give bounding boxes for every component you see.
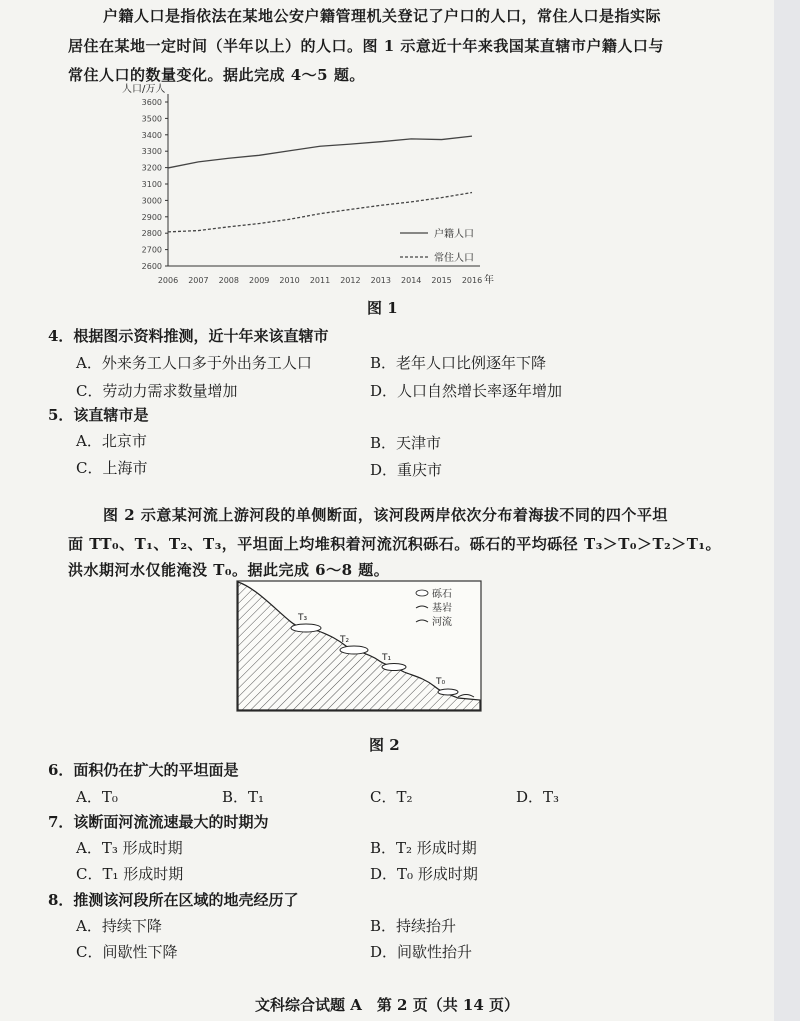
intro2-line2-mid: ，平坦面上均堆积着河流沉积砾石。砾石的平均砾径 T — [221, 535, 596, 553]
intro2-terraces: T₀、T₁、T₂、T₃ — [100, 535, 222, 553]
label-t2: T₂ — [340, 635, 350, 645]
y-tick-label: 2700 — [141, 245, 162, 255]
terrace-t0-gravel — [438, 689, 458, 695]
x-tick-label: 2014 — [401, 276, 422, 285]
y-tick-label: 3200 — [141, 163, 162, 173]
x-tick-label: 2015 — [431, 276, 452, 285]
y-tick-label: 3100 — [141, 180, 162, 189]
q8-option-c[interactable]: C．间歇性下降 — [76, 943, 178, 961]
q8-option-b[interactable]: B．持续抬升 — [370, 917, 457, 935]
y-axis-title: 人口/万人 — [122, 84, 166, 95]
chart-series — [168, 136, 472, 232]
q8-stem: 8．推测该河段所在区域的地壳经历了 — [48, 891, 299, 909]
intro1-line2: 居住在某地一定时间（半年以上）的人口。图 1 示意近十年来我国某直辖市户籍人口与 — [68, 37, 664, 55]
legend-label-1: 常住人口 — [434, 253, 474, 264]
q5-option-c[interactable]: C．上海市 — [76, 459, 148, 477]
x-tick-labels — [158, 276, 482, 285]
q7-option-a[interactable]: A．T₃ 形成时期 — [76, 839, 183, 857]
q4-stem: 4．根据图示资料推测，近十年来该直辖市 — [48, 327, 329, 345]
q4-option-a[interactable]: A．外来务工人口多于外出务工人口 — [76, 354, 312, 372]
y-tick-label: 3400 — [141, 130, 162, 140]
q6-option-d[interactable]: D．T₃ — [516, 788, 560, 806]
y-tick-label: 3300 — [141, 147, 162, 157]
page-footer: 文科综合试题 A 第 2 页（共 14 页） — [254, 996, 520, 1014]
intro2-order: ₃＞T₀＞T₂＞T₁。 — [595, 535, 721, 553]
figure2-caption: 图 2 — [369, 736, 400, 754]
chart-legend — [400, 227, 474, 264]
terrace-t1-gravel — [382, 664, 406, 671]
q4-option-d[interactable]: D．人口自然增长率逐年增加 — [370, 382, 563, 400]
series-line-1 — [168, 193, 472, 232]
x-tick-label: 2006 — [157, 276, 179, 285]
q4-option-b[interactable]: B．老年人口比例逐年下降 — [370, 354, 547, 372]
intro1-line3: 常住人口的数量变化。据此完成 4～5 题。 — [68, 66, 365, 84]
y-tick-label: 3000 — [141, 196, 162, 206]
y-tick-label: 2800 — [141, 229, 162, 239]
legend-gravel: 砾石 — [432, 589, 452, 600]
intro2-line2-pre: 面 T — [68, 535, 101, 553]
y-tick-label: 3600 — [141, 98, 162, 107]
right-margin-strip — [774, 0, 800, 1021]
q8-option-d[interactable]: D．间歇性抬升 — [370, 943, 473, 961]
series-line-0 — [168, 136, 472, 168]
q4-option-c[interactable]: C．劳动力需求数量增加 — [76, 382, 238, 400]
q6-option-c[interactable]: C．T₂ — [370, 788, 413, 806]
figure1-line-chart — [110, 80, 510, 295]
y-tick-label: 2600 — [141, 262, 162, 271]
q5-option-a[interactable]: A．北京市 — [76, 432, 147, 450]
q6-stem: 6．面积仍在扩大的平坦面是 — [48, 761, 239, 779]
terrace-t3-gravel — [291, 624, 321, 632]
x-tick-label: 2007 — [188, 276, 209, 285]
legend-river: 河流 — [432, 617, 452, 628]
q5-stem: 5．该直辖市是 — [48, 406, 149, 424]
label-t0: T₀ — [436, 677, 446, 687]
q6-option-b[interactable]: B．T₁ — [222, 788, 265, 806]
x-tick-label: 2011 — [309, 276, 331, 285]
q7-option-b[interactable]: B．T₂ 形成时期 — [370, 839, 477, 857]
q6-option-a[interactable]: A．T₀ — [76, 788, 118, 806]
x-tick-label: 2013 — [370, 276, 391, 285]
intro1-line1: 户籍人口是指依法在某地公安户籍管理机关登记了户口的人口，常住人口是指实际 — [103, 7, 662, 25]
x-tick-label: 2010 — [279, 276, 300, 285]
x-tick-label: 2012 — [340, 276, 361, 285]
x-axis-unit: 年 — [484, 275, 494, 286]
intro2-line2 — [68, 532, 721, 557]
terrace-t2-gravel — [340, 646, 368, 654]
q8-option-a[interactable]: A．持续下降 — [76, 917, 162, 935]
y-tick-labels — [142, 98, 168, 271]
label-t1: T₁ — [382, 653, 392, 663]
label-t3: T₃ — [298, 613, 308, 623]
y-tick-label: 3500 — [141, 114, 162, 124]
q7-option-c[interactable]: C．T₁ 形成时期 — [76, 865, 184, 883]
q5-option-d[interactable]: D．重庆市 — [370, 461, 443, 479]
legend-bedrock: 基岩 — [432, 603, 452, 614]
x-tick-label: 2009 — [249, 276, 270, 285]
intro2-line1: 图 2 示意某河流上游河段的单侧断面，该河段两岸依次分布着海拔不同的四个平坦 — [103, 506, 668, 524]
legend-label-0: 户籍人口 — [434, 229, 474, 240]
q7-stem: 7．该断面河流流速最大的时期为 — [48, 813, 269, 831]
intro2-line3: 洪水期河水仅能淹没 T₀。据此完成 6～8 题。 — [68, 561, 390, 579]
y-tick-label: 2900 — [141, 212, 162, 222]
legend-gravel-icon — [416, 590, 428, 596]
q7-option-d[interactable]: D．T₀ 形成时期 — [370, 865, 478, 883]
q5-option-b[interactable]: B．天津市 — [370, 434, 442, 452]
x-tick-label: 2016 — [461, 276, 483, 285]
figure1-caption: 图 1 — [367, 299, 398, 317]
figure2-river-profile — [236, 580, 482, 712]
x-tick-label: 2008 — [218, 276, 239, 285]
